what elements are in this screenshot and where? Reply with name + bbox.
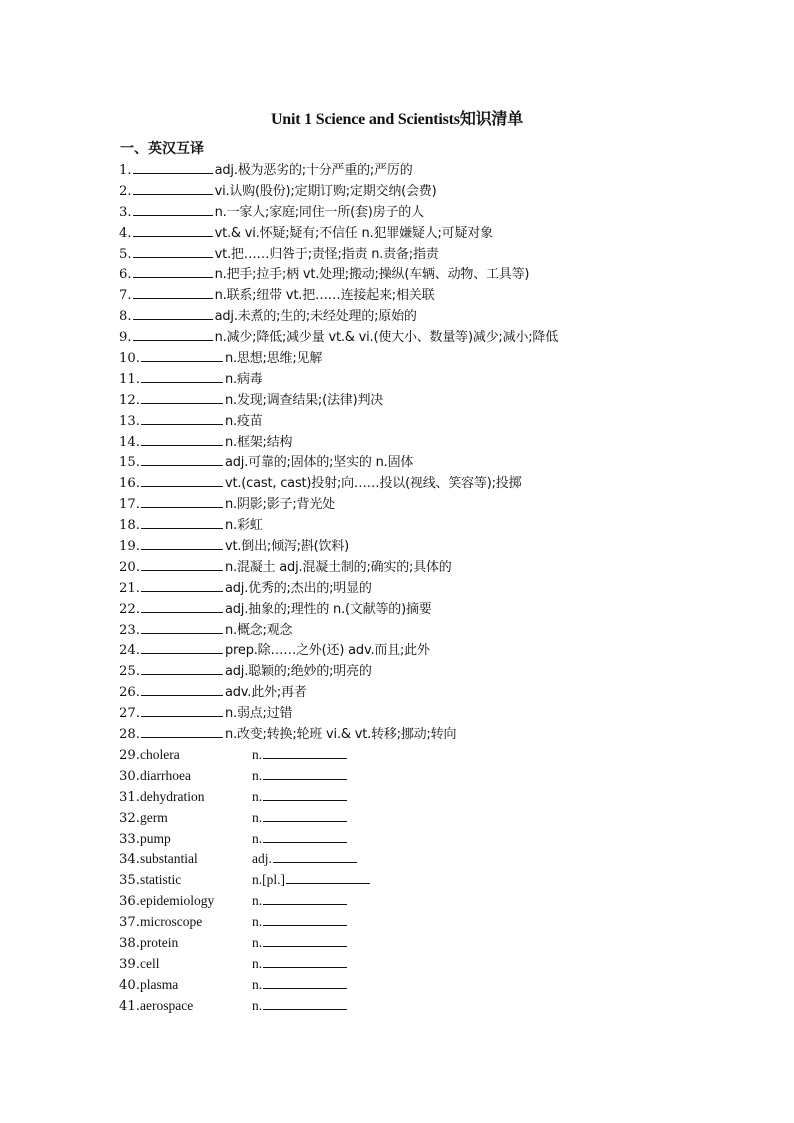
item-definition: vt.& vi.怀疑;疑有;不信任 n.犯罪嫌疑人;可疑对象 — [214, 225, 493, 241]
answer-blank — [141, 681, 223, 696]
section-heading: 一、英汉互译 — [120, 141, 204, 157]
item-number: 32. — [119, 810, 140, 826]
page-title: Unit 1 Science and Scientists知识清单 — [270, 111, 524, 128]
answer-blank — [133, 305, 213, 320]
answer-blank — [141, 472, 223, 487]
item-number: 31. — [119, 789, 140, 805]
list-item — [119, 765, 679, 786]
item-part-of-speech: n. — [251, 746, 263, 762]
list-item — [119, 222, 679, 243]
item-word: statistic — [139, 872, 182, 888]
answer-blank — [133, 201, 213, 216]
item-number: 3. — [119, 204, 132, 220]
item-word: cholera — [139, 746, 180, 762]
answer-blank — [263, 786, 347, 801]
list-item — [119, 723, 679, 744]
list-item — [119, 159, 679, 180]
item-word: microscope — [139, 914, 203, 930]
item-definition: n.弱点;过错 — [224, 706, 293, 722]
item-definition: prep.除……之外(还) adv.而且;此外 — [224, 643, 430, 659]
item-definition: adv.此外;再者 — [224, 685, 307, 701]
item-number: 16. — [119, 476, 140, 492]
item-definition: n.彩虹 — [224, 518, 263, 534]
item-number: 22. — [119, 601, 140, 617]
item-definition: n.框架;结构 — [224, 434, 293, 450]
item-definition: n.病毒 — [224, 371, 263, 387]
item-number: 13. — [119, 413, 140, 429]
list-item — [119, 660, 679, 681]
answer-blank — [263, 807, 347, 822]
item-number: 15. — [119, 455, 140, 471]
item-definition: adj.优秀的;杰出的;明显的 — [224, 580, 372, 596]
item-number: 12. — [119, 392, 140, 408]
list-item — [119, 953, 679, 974]
answer-blank — [133, 284, 213, 299]
list-item — [119, 451, 679, 472]
item-number: 34. — [119, 852, 140, 868]
answer-blank — [141, 639, 223, 654]
item-definition: adj.抽象的;理性的 n.(文献等的)摘要 — [224, 601, 432, 617]
answer-blank — [141, 660, 223, 675]
item-number: 27. — [119, 706, 140, 722]
answer-blank — [141, 723, 223, 738]
list-item — [119, 368, 679, 389]
item-word: germ — [139, 809, 168, 825]
answer-blank — [133, 243, 213, 258]
answer-blank — [141, 577, 223, 592]
list-item — [119, 890, 679, 911]
item-number: 11. — [119, 371, 140, 387]
list-item — [119, 389, 679, 410]
list-item — [119, 201, 679, 222]
list-item — [119, 180, 679, 201]
item-definition: n.发现;调查结果;(法律)判决 — [224, 392, 384, 408]
item-number: 24. — [119, 643, 140, 659]
item-part-of-speech: n. — [251, 955, 263, 971]
item-word: cell — [139, 955, 160, 971]
item-definition: n.减少;降低;减少量 vt.& vi.(使大小、数量等)减少;减小;降低 — [214, 330, 558, 346]
list-item — [119, 577, 679, 598]
answer-blank — [133, 263, 213, 278]
answer-blank — [133, 326, 213, 341]
item-number: 29. — [119, 747, 140, 763]
list-item — [119, 598, 679, 619]
item-word: protein — [139, 934, 179, 950]
list-item — [119, 932, 679, 953]
answer-blank — [141, 556, 223, 571]
item-number: 6. — [119, 267, 132, 283]
item-word: substantial — [139, 851, 198, 867]
answer-blank — [263, 995, 347, 1010]
item-number: 2. — [119, 183, 132, 199]
list-item — [119, 493, 679, 514]
list-item — [119, 702, 679, 723]
item-number: 17. — [119, 497, 140, 513]
item-number: 5. — [119, 246, 132, 262]
list-item — [119, 284, 679, 305]
item-number: 30. — [119, 768, 140, 784]
list-item — [119, 472, 679, 493]
item-definition: n.疫苗 — [224, 413, 263, 429]
item-definition: adj.聪颖的;绝妙的;明亮的 — [224, 664, 372, 680]
item-definition: n.改变;转换;轮班 vi.& vt.转移;挪动;转向 — [224, 727, 457, 743]
item-number: 20. — [119, 559, 140, 575]
list-item — [119, 431, 679, 452]
list-item — [119, 410, 679, 431]
item-number: 26. — [119, 685, 140, 701]
list-item — [119, 744, 679, 765]
item-definition: n.思想;思维;见解 — [224, 351, 323, 367]
item-number: 40. — [119, 977, 140, 993]
item-part-of-speech: n. — [251, 934, 263, 950]
item-word: diarrhoea — [139, 767, 191, 783]
answer-blank — [263, 765, 347, 780]
item-number: 10. — [119, 351, 140, 367]
answer-blank — [141, 410, 223, 425]
item-number: 23. — [119, 622, 140, 638]
item-number: 7. — [119, 288, 132, 304]
answer-blank — [141, 389, 223, 404]
item-part-of-speech: n. — [251, 976, 263, 992]
item-definition: adj.可靠的;固体的;坚实的 n.固体 — [224, 455, 414, 471]
list-item — [119, 243, 679, 264]
list-item — [119, 535, 679, 556]
answer-blank — [141, 493, 223, 508]
item-part-of-speech: n. — [251, 767, 263, 783]
item-part-of-speech: n. — [251, 893, 263, 909]
item-part-of-speech: n. — [251, 830, 263, 846]
item-part-of-speech: n. — [251, 997, 263, 1013]
list-item — [119, 514, 679, 535]
item-definition: adj.未煮的;生的;未经处理的;原始的 — [214, 309, 417, 325]
item-number: 33. — [119, 831, 140, 847]
answer-blank — [286, 869, 370, 884]
item-number: 1. — [119, 163, 132, 178]
item-definition: vt.倒出;倾泻;斟(饮料) — [224, 539, 350, 555]
item-number: 37. — [119, 915, 140, 931]
list-item — [119, 848, 679, 869]
answer-blank — [263, 890, 347, 905]
answer-blank — [141, 431, 223, 446]
item-number: 9. — [119, 330, 132, 346]
item-number: 8. — [119, 309, 132, 325]
item-word: dehydration — [139, 788, 205, 804]
answer-blank — [263, 911, 347, 926]
answer-blank — [141, 598, 223, 613]
answer-blank — [141, 347, 223, 362]
list-item — [119, 869, 679, 890]
list-item — [119, 786, 679, 807]
item-number: 21. — [119, 580, 140, 596]
answer-blank — [141, 619, 223, 634]
answer-blank — [263, 953, 347, 968]
list-item — [119, 807, 679, 828]
item-word: epidemiology — [139, 893, 215, 909]
list-item — [119, 681, 679, 702]
item-number: 25. — [119, 664, 140, 680]
list-item — [119, 326, 679, 347]
answer-blank — [263, 744, 347, 759]
answer-blank — [263, 974, 347, 989]
item-number: 38. — [119, 935, 140, 951]
list-item — [119, 619, 679, 640]
item-word: plasma — [139, 976, 179, 992]
item-definition: adj.极为恶劣的;十分严重的;严厉的 — [214, 163, 413, 178]
answer-blank — [263, 932, 347, 947]
item-definition: n.把手;拉手;柄 vt.处理;搬动;操纵(车辆、动物、工具等) — [214, 267, 530, 283]
item-part-of-speech: n. — [251, 809, 263, 825]
list-item — [119, 263, 679, 284]
answer-blank — [263, 828, 347, 843]
answer-blank — [141, 451, 223, 466]
answer-blank — [141, 535, 223, 550]
item-definition: n.阴影;影子;背光处 — [224, 497, 335, 513]
item-definition: n.混凝土 adj.混凝土制的;确实的;具体的 — [224, 559, 452, 575]
item-number: 4. — [119, 225, 132, 241]
answer-blank — [133, 222, 213, 237]
item-definition: vt.把……归咎于;责怪;指责 n.责备;指责 — [214, 246, 439, 262]
item-number: 28. — [119, 727, 140, 743]
list-item — [119, 828, 679, 849]
item-definition: vt.(cast, cast)投射;向……投以(视线、笑容等);投掷 — [224, 476, 522, 492]
list-item — [119, 911, 679, 932]
item-number: 36. — [119, 894, 140, 910]
vocabulary-list — [119, 159, 679, 1016]
answer-blank — [141, 368, 223, 383]
answer-blank — [133, 180, 213, 195]
item-definition: vi.认购(股份);定期订购;定期交纳(会费) — [214, 183, 437, 199]
item-number: 35. — [119, 873, 140, 889]
item-word: aerospace — [139, 997, 194, 1013]
answer-blank — [273, 848, 357, 863]
item-part-of-speech: n.[pl.] — [251, 872, 285, 888]
item-number: 18. — [119, 518, 140, 534]
item-word: pump — [139, 830, 171, 846]
item-number: 19. — [119, 539, 140, 555]
list-item — [119, 639, 679, 660]
item-number: 41. — [119, 998, 140, 1014]
list-item — [119, 974, 679, 995]
list-item — [119, 305, 679, 326]
item-part-of-speech: n. — [251, 788, 263, 804]
list-item — [119, 995, 679, 1016]
item-definition: n.一家人;家庭;同住一所(套)房子的人 — [214, 204, 424, 220]
item-part-of-speech: adj. — [251, 851, 272, 867]
item-definition: n.联系;纽带 vt.把……连接起来;相关联 — [214, 288, 435, 304]
answer-blank — [133, 159, 213, 174]
item-definition: n.概念;观念 — [224, 622, 293, 638]
list-item — [119, 556, 679, 577]
list-item — [119, 347, 679, 368]
item-part-of-speech: n. — [251, 914, 263, 930]
item-number: 39. — [119, 956, 140, 972]
answer-blank — [141, 514, 223, 529]
answer-blank — [141, 702, 223, 717]
item-number: 14. — [119, 434, 140, 450]
